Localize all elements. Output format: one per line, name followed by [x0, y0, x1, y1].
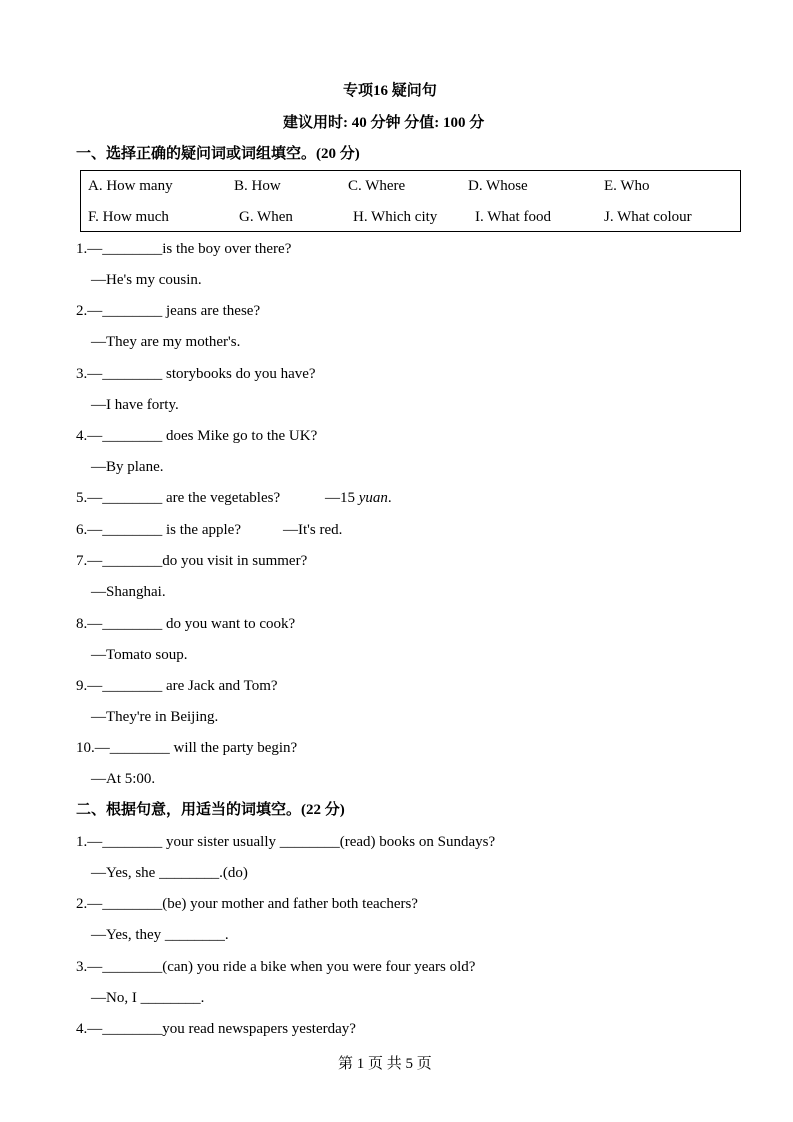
option-c: C. Where	[348, 178, 406, 194]
s1-question-9: 9.—________ are Jack and Tom?	[76, 678, 278, 694]
s2-answer-2: —Yes, they ________.	[91, 927, 229, 943]
s1-answer-5-pre: —15	[325, 490, 359, 506]
s1-answer-5-post: .	[387, 490, 392, 506]
s1-question-3: 3.—________ storybooks do you have?	[76, 366, 316, 382]
s1-question-7: 7.—________do you visit in summer?	[76, 553, 308, 569]
s1-answer-10: —At 5:00.	[91, 771, 156, 787]
option-h: H. Which city	[353, 209, 438, 225]
s1-answer-7: —Shanghai.	[91, 584, 166, 600]
s2-answer-1: —Yes, she ________.(do)	[91, 865, 248, 881]
option-b: B. How	[234, 178, 281, 194]
s1-answer-9: —They're in Beijing.	[91, 709, 219, 725]
option-a: A. How many	[88, 178, 173, 194]
s2-question-4: 4.—________you read newspapers yesterday?	[76, 1021, 356, 1037]
s1-answer-3: —I have forty.	[91, 397, 179, 413]
s2-question-2: 2.—________(be) your mother and father both teachers?	[76, 896, 418, 912]
s1-answer-6: —It's red.	[283, 522, 343, 538]
s2-question-3: 3.—________(can) you ride a bike when you were four years old?	[76, 959, 476, 975]
s1-answer-1: —He's my cousin.	[91, 272, 202, 288]
page-title: 专项16 疑问句	[343, 83, 437, 99]
option-f: F. How much	[88, 209, 169, 225]
s1-question-1: 1.—________is the boy over there?	[76, 241, 292, 257]
s2-question-1: 1.—________ your sister usually ________(read) books on Sundays?	[76, 834, 496, 850]
s1-answer-5	[325, 491, 392, 506]
option-d: D. Whose	[468, 178, 528, 194]
option-j: J. What colour	[604, 209, 692, 225]
s1-answer-5-unit: yuan	[358, 490, 388, 506]
s1-question-8: 8.—________ do you want to cook?	[76, 616, 296, 632]
s1-answer-2: —They are my mother's.	[91, 334, 241, 350]
page-footer: 第 1 页 共 5 页	[338, 1056, 432, 1072]
section-1-heading: 一、选择正确的疑问词或词组填空。(20 分)	[76, 146, 360, 162]
s1-question-10: 10.—________ will the party begin?	[76, 740, 298, 756]
s2-answer-3: —No, I ________.	[91, 990, 205, 1006]
s1-question-6: 6.—________ is the apple?	[76, 522, 241, 538]
s1-question-4: 4.—________ does Mike go to the UK?	[76, 428, 318, 444]
s1-answer-8: —Tomato soup.	[91, 647, 188, 663]
s1-answer-4: —By plane.	[91, 459, 164, 475]
time-score-info: 建议用时: 40 分钟 分值: 100 分	[283, 115, 485, 131]
option-i: I. What food	[475, 209, 551, 225]
section-2-heading: 二、根据句意，用适当的词填空。(22 分)	[76, 802, 345, 818]
s1-question-2: 2.—________ jeans are these?	[76, 303, 261, 319]
option-e: E. Who	[604, 178, 650, 194]
s1-question-5: 5.—________ are the vegetables?	[76, 490, 281, 506]
option-g: G. When	[239, 209, 293, 225]
